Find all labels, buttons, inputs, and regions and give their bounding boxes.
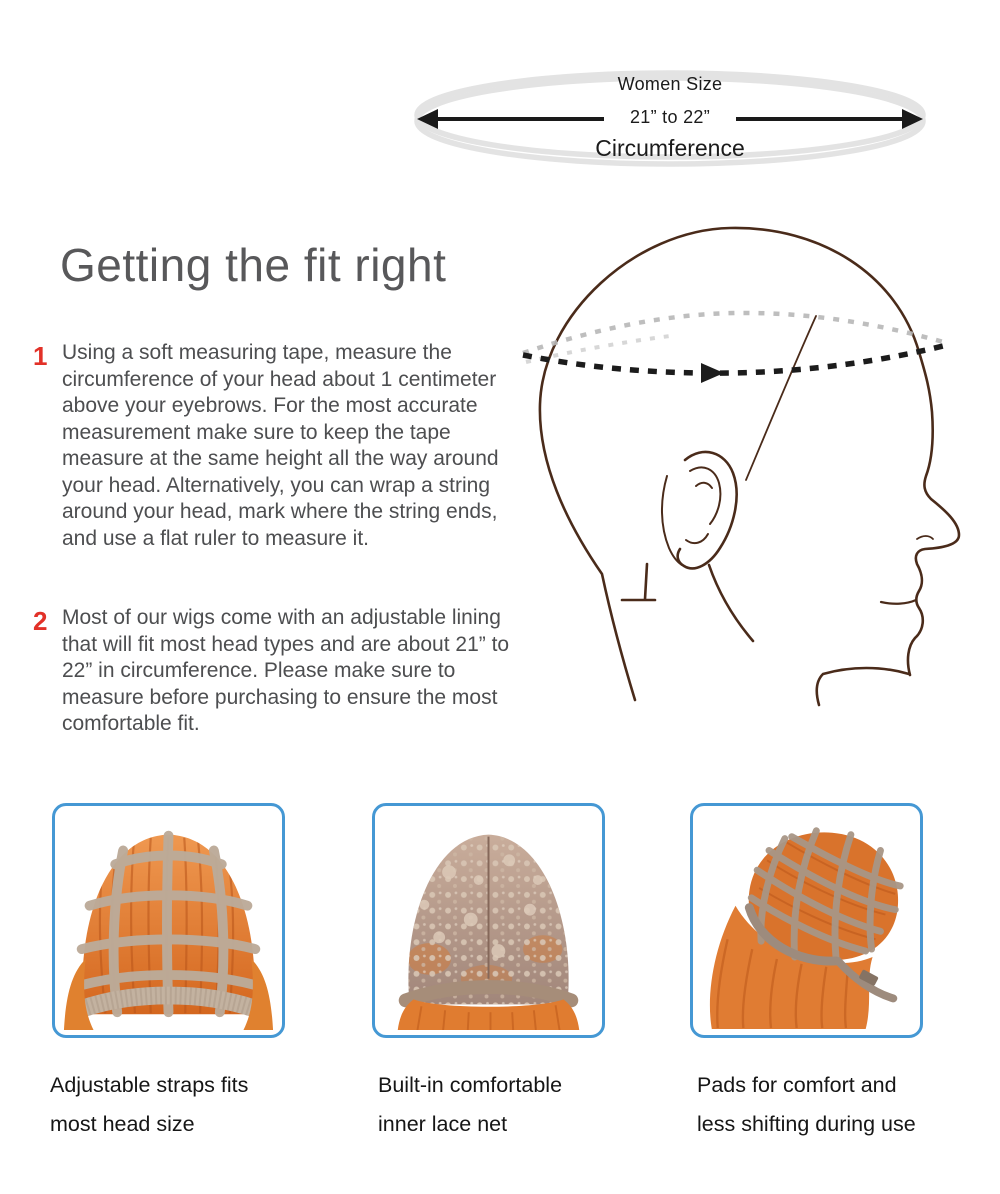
caption-adjustable-straps [50,1066,300,1144]
step-1-text: Using a soft measuring tape, measure the circumference of your head about 1 centimeter above your eyebrows. For the most accurate measurement make sure to keep the tape measure at the same height all the way around your head. Alternatively, you can wrap a string around your head, mark where the string ends, and use a flat ruler to measure it. [62,341,499,550]
wig-cap-inner-lace-net-image [380,811,597,1030]
circumference-size-diagram [408,58,932,176]
size-label-range: 21” to 22” [629,107,711,127]
size-label-circumference: Circumference [595,135,745,161]
tape-direction-arrow-icon [701,363,724,383]
feature-photo-adjustable-straps [52,803,285,1038]
caption-line: inner lace net [378,1112,508,1136]
size-label-women: Women Size [617,74,723,94]
step-2-text: Most of our wigs come with an adjustable lining that will fit most head types and are about 21” to 22” in circumference. Please make sure to measure before purchasing to ensure the most comfortable fit. [62,606,510,735]
caption-comfort-pads [697,1066,947,1144]
dotted-tape-measure [523,313,947,383]
caption-line: less shifting during use [697,1112,916,1136]
wig-cap-back-straps-image [60,811,277,1030]
caption-lace-net [378,1066,628,1144]
feature-photo-comfort-pads [690,803,923,1038]
feature-photo-lace-net [372,803,605,1038]
page-title: Getting the fit right [60,239,447,291]
caption-line: Built-in comfortable [378,1073,563,1097]
caption-line: Adjustable straps fits [50,1073,249,1097]
caption-line: Pads for comfort and [697,1073,897,1097]
instruction-step-2 [33,605,511,738]
instruction-step-1 [33,340,511,552]
caption-line: most head size [50,1112,195,1136]
wig-cap-side-pads-image [698,811,915,1030]
step-1-number: 1 [33,341,48,371]
step-2-number: 2 [33,606,48,636]
head-profile-illustration [518,222,990,767]
